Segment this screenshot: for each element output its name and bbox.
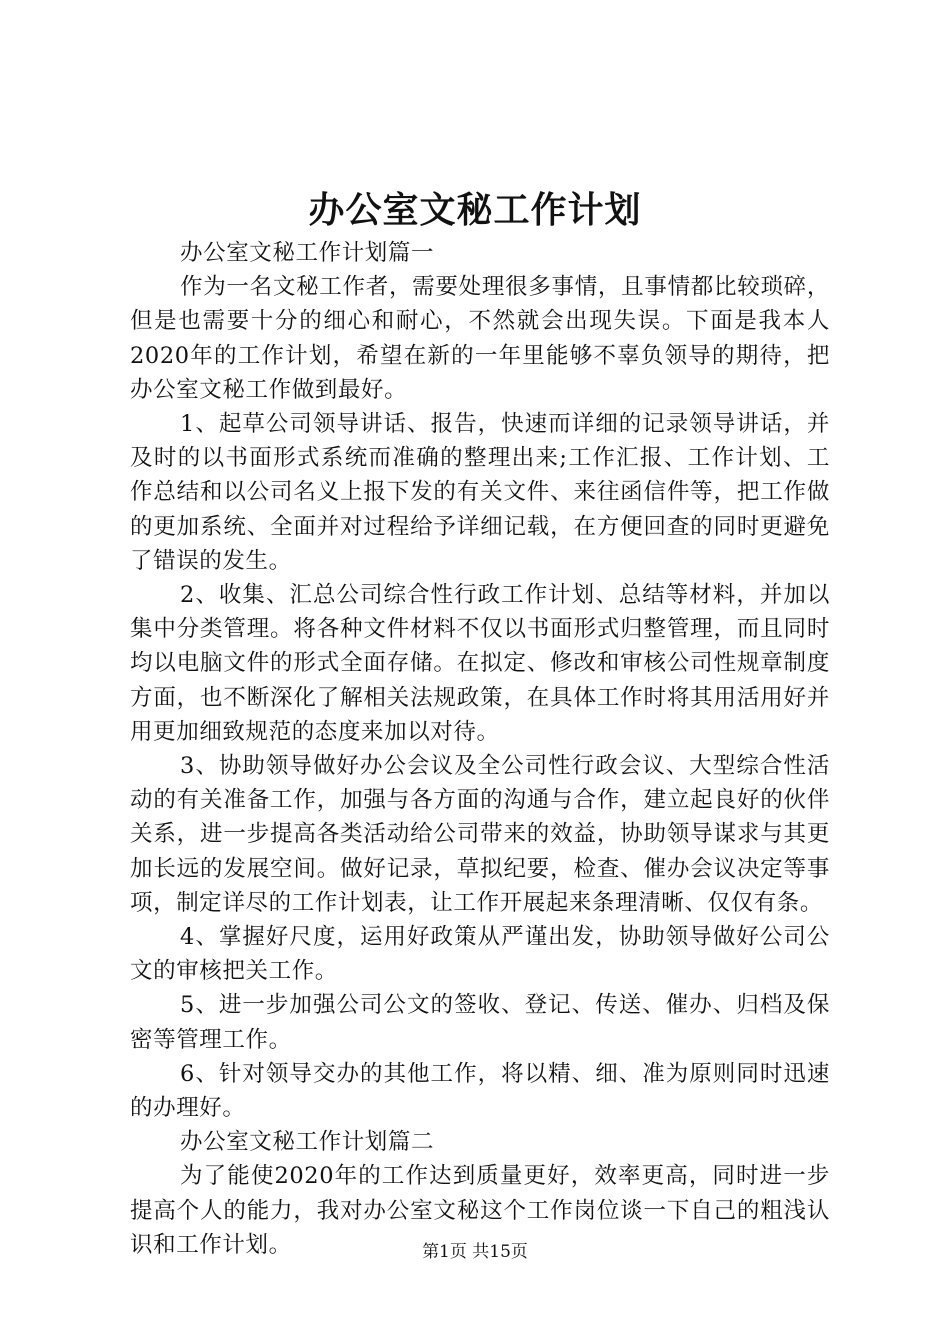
section-heading: 办公室文秘工作计划篇二 [180, 1129, 435, 1156]
paragraph: 6、针对领导交办的其他工作，将以精、细、准为原则同时迅速的办理好。 [130, 1060, 830, 1122]
page-number-footer: 第1页 共15页 [422, 1242, 528, 1262]
document-body [130, 236, 830, 1262]
paragraph: 3、协助领导做好办公会议及全公司性行政会议、大型综合性活动的有关准备工作，加强与各方面的沟通与合作，建立起良好的伙伴关系，进一步提高各类活动给公司带来的效益，协助领导谋求与其更加长远的发展空间。做好记录，草拟纪要，检查、催办会议决定等事项，制定详尽的工作计划表，让工作开展起来条理清晰、仅仅有条。 [130, 753, 830, 916]
paragraph: 5、进一步加强公司公文的签收、登记、传送、催办、归档及保密等管理工作。 [130, 992, 830, 1053]
paragraph: 1、起草公司领导讲话、报告，快速而详细的记录领导讲话，并及时的以书面形式系统而准确的整理出来;工作汇报、工作计划、工作总结和以公司名义上报下发的有关文件、来往函信件等，把工作做的更加系统、全面并对过程给予详细记载，在方便回查的同时更避免了错误的发生。 [130, 411, 830, 574]
paragraph: 作为一名文秘工作者，需要处理很多事情，且事情都比较琐碎，但是也需要十分的细心和耐心，不然就会出现失误。下面是我本人2020年的工作计划，希望在新的一年里能够不辜负领导的期待，把办公室文秘工作做到最好。 [130, 274, 830, 403]
section-heading: 办公室文秘工作计划篇一 [180, 240, 435, 266]
paragraph: 为了能使2020年的工作达到质量更好，效率更高，同时进一步提高个人的能力，我对办公室文秘这个工作岗位谈一下自己的粗浅认识和工作计划。 [130, 1163, 830, 1258]
paragraph: 4、掌握好尺度，运用好政策从严谨出发，协助领导做好公司公文的审核把关工作。 [130, 924, 830, 985]
document-title: 办公室文秘工作计划 [308, 189, 642, 231]
paragraph: 2、收集、汇总公司综合性行政工作计划、总结等材料，并加以集中分类管理。将各种文件材料不仅以书面形式归整管理，而且同时均以电脑文件的形式全面存储。在拟定、修改和审核公司性规章制度方面，也不断深化了解相关法规政策，在具体工作时将其用活用好并用更加细致规范的态度来加以对待。 [130, 582, 830, 745]
